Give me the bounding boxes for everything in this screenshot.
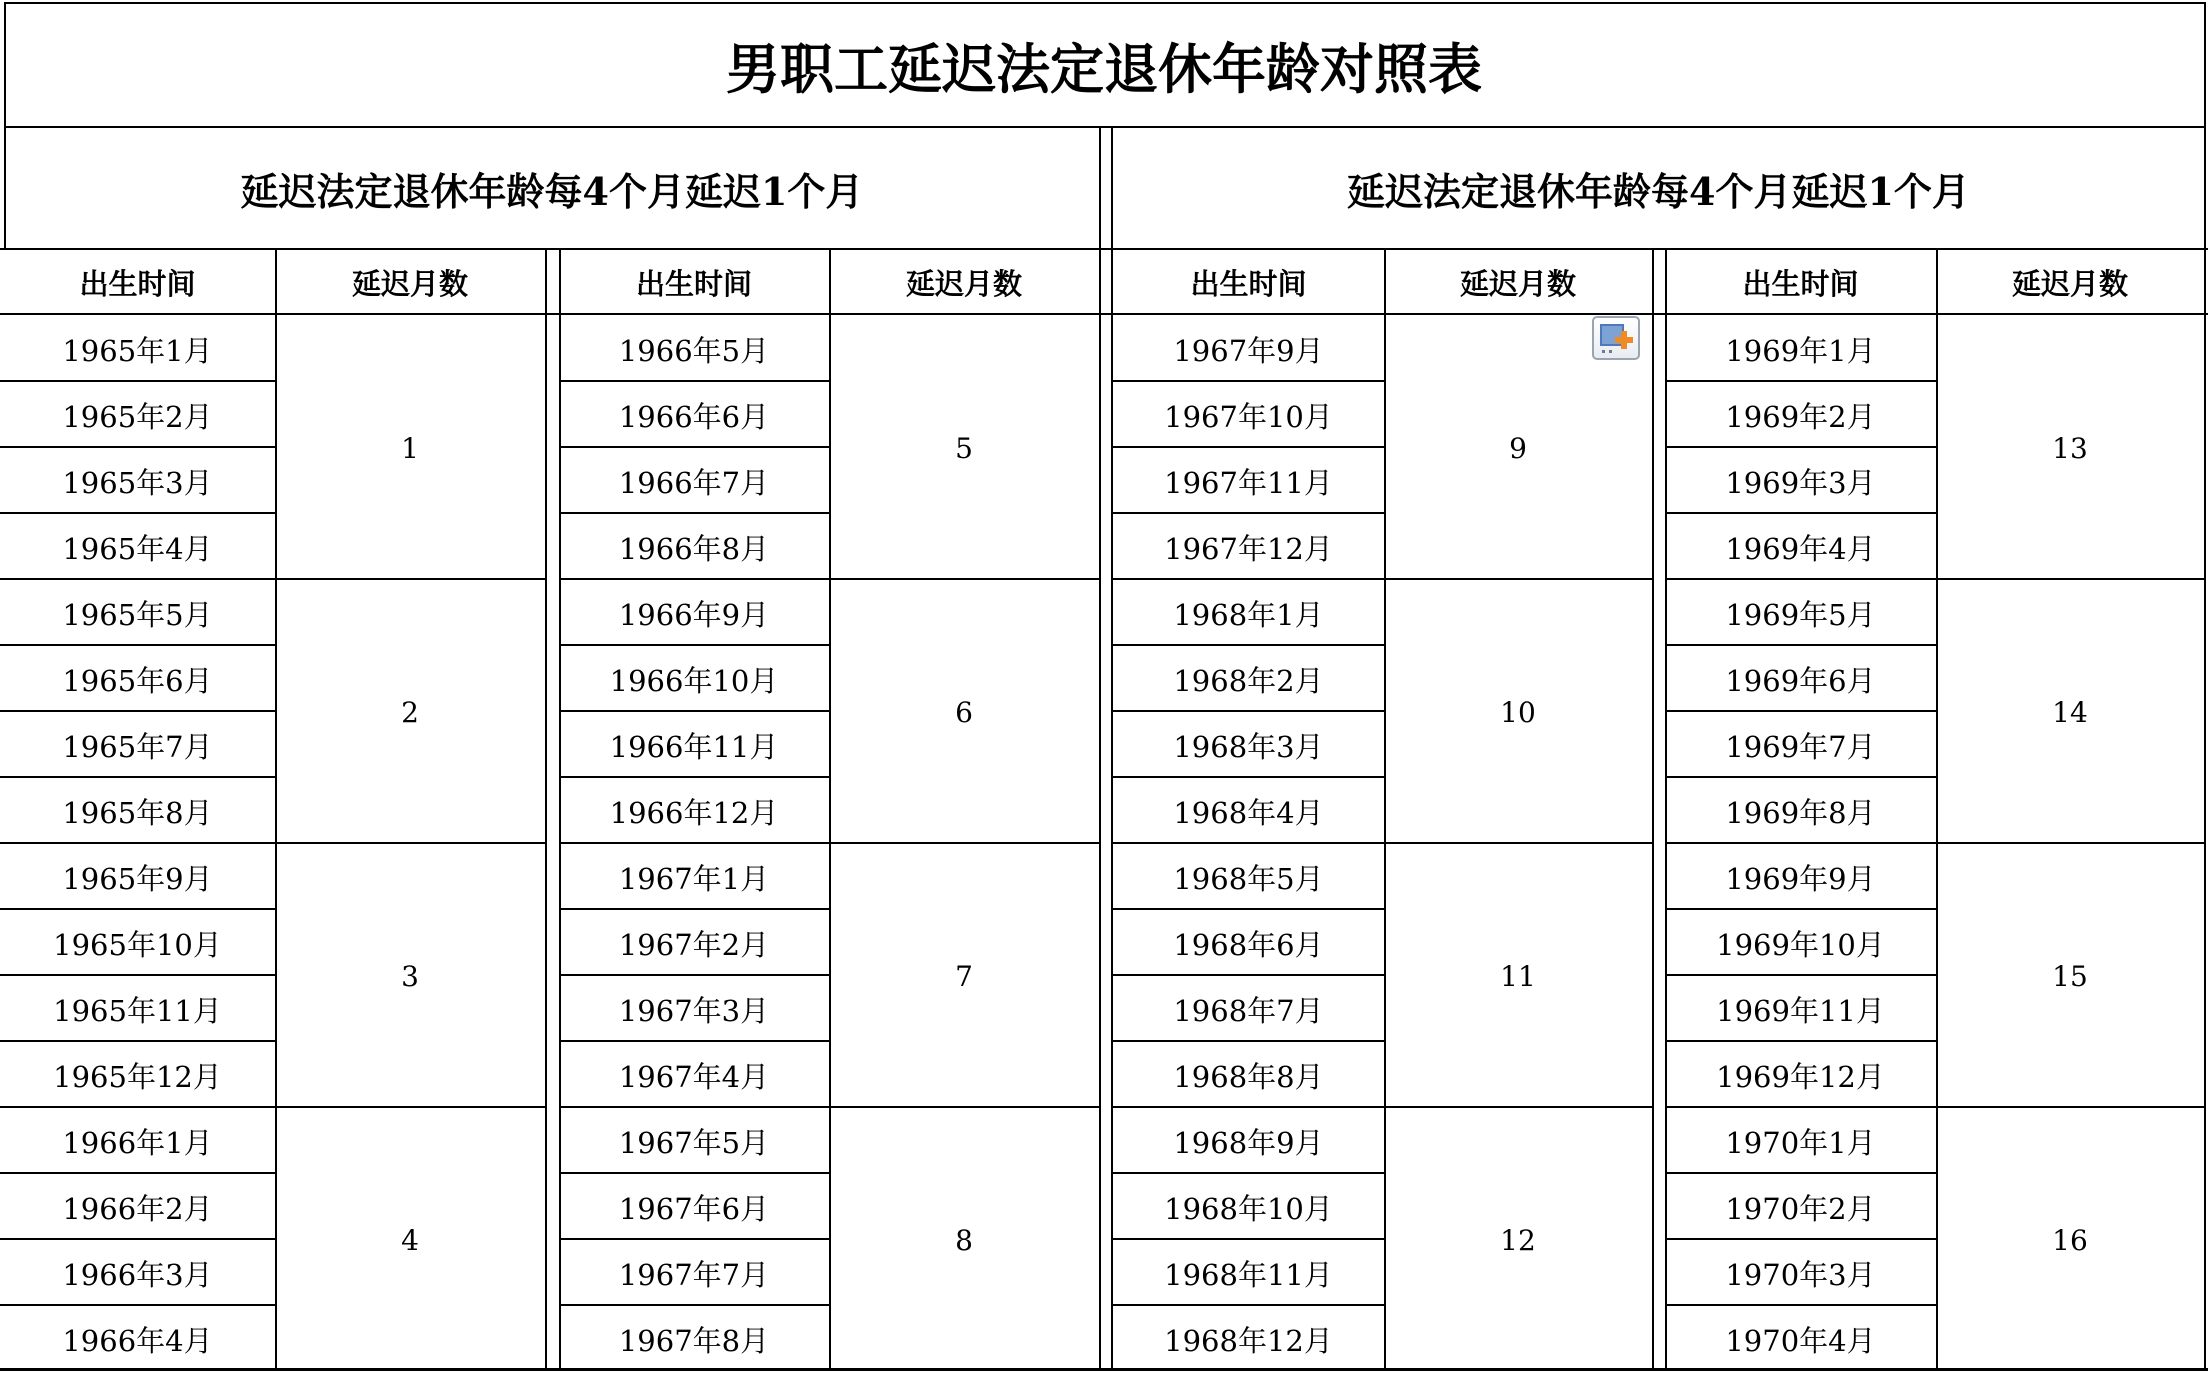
delay-months-cell: 13 [2052, 431, 2088, 465]
birth-date-cell: 1966年12月 [609, 795, 779, 830]
birth-date-cell: 1968年10月 [1164, 1191, 1333, 1226]
birth-date-cell: 1967年8月 [618, 1323, 770, 1358]
birth-date-cell: 1965年9月 [62, 861, 213, 896]
birth-date-cell: 1967年4月 [618, 1059, 770, 1094]
delay-months-cell: 3 [401, 959, 419, 993]
column-header-birth: 出生时间 [1742, 266, 1859, 301]
birth-date-cell: 1966年9月 [618, 597, 770, 632]
birth-date-cell: 1970年4月 [1725, 1323, 1876, 1358]
birth-date-cell: 1966年8月 [618, 531, 770, 566]
birth-date-cell: 1967年10月 [1164, 399, 1333, 434]
birth-date-cell: 1966年7月 [618, 465, 770, 500]
birth-date-cell: 1966年6月 [618, 399, 770, 434]
birth-date-cell: 1968年6月 [1173, 927, 1324, 962]
birth-date-cell: 1966年4月 [62, 1323, 213, 1358]
birth-date-cell: 1968年1月 [1173, 597, 1324, 632]
birth-date-cell: 1965年6月 [62, 663, 213, 698]
column-header-birth: 出生时间 [79, 266, 196, 301]
grid-line [1099, 126, 1101, 1369]
birth-date-cell: 1965年8月 [62, 795, 213, 830]
grid-line [4, 126, 2206, 128]
birth-date-cell: 1967年5月 [618, 1125, 770, 1160]
birth-date-cell: 1967年1月 [618, 861, 770, 896]
birth-date-cell: 1970年1月 [1725, 1125, 1876, 1160]
grid-line [4, 2, 6, 250]
birth-date-cell: 1969年5月 [1725, 597, 1876, 632]
grid-line [0, 248, 2208, 250]
birth-date-cell: 1968年8月 [1173, 1059, 1324, 1094]
birth-date-cell: 1967年6月 [618, 1191, 770, 1226]
birth-date-cell: 1967年9月 [1173, 333, 1324, 368]
grid-line [1652, 248, 1654, 1369]
birth-date-cell: 1965年2月 [62, 399, 213, 434]
birth-date-cell: 1966年11月 [609, 729, 779, 764]
delay-months-cell: 4 [401, 1223, 419, 1257]
delay-months-cell: 2 [401, 695, 419, 729]
delay-months-cell: 6 [955, 695, 973, 729]
column-header-birth: 出生时间 [635, 266, 752, 301]
birth-date-cell: 1969年1月 [1725, 333, 1876, 368]
column-header-delay: 延迟月数 [2011, 266, 2128, 301]
delay-months-cell: 12 [1500, 1223, 1536, 1257]
birth-date-cell: 1969年10月 [1716, 927, 1885, 962]
delay-months-cell: 10 [1500, 695, 1536, 729]
column-header-delay: 延迟月数 [905, 266, 1022, 301]
group-header-right: 延迟法定退休年龄每4个月延迟1个月 [1347, 168, 1970, 214]
birth-date-cell: 1968年3月 [1173, 729, 1324, 764]
birth-date-cell: 1966年3月 [62, 1257, 213, 1292]
birth-date-cell: 1969年7月 [1725, 729, 1876, 764]
birth-date-cell: 1968年11月 [1164, 1257, 1333, 1292]
grid-line [0, 313, 2208, 315]
column-header-birth: 出生时间 [1190, 266, 1307, 301]
birth-date-cell: 1966年1月 [62, 1125, 213, 1160]
delay-months-cell: 7 [955, 959, 973, 993]
birth-date-cell: 1965年1月 [62, 333, 213, 368]
birth-date-cell: 1965年10月 [53, 927, 222, 962]
birth-date-cell: 1968年12月 [1164, 1323, 1333, 1358]
column-header-delay: 延迟月数 [351, 266, 468, 301]
birth-date-cell: 1967年7月 [618, 1257, 770, 1292]
birth-date-cell: 1965年7月 [62, 729, 213, 764]
delay-months-cell: 8 [955, 1223, 973, 1257]
birth-date-cell: 1969年9月 [1725, 861, 1876, 896]
group-header-left: 延迟法定退休年龄每4个月延迟1个月 [240, 168, 864, 214]
birth-date-cell: 1969年3月 [1725, 465, 1876, 500]
birth-date-cell: 1967年2月 [618, 927, 770, 962]
birth-date-cell: 1970年2月 [1725, 1191, 1876, 1226]
delay-months-cell: 1 [401, 431, 419, 465]
birth-date-cell: 1968年5月 [1173, 861, 1324, 896]
delay-months-cell: 16 [2052, 1223, 2088, 1257]
birth-date-cell: 1966年2月 [62, 1191, 213, 1226]
birth-date-cell: 1965年5月 [62, 597, 213, 632]
paste-options-icon[interactable] [1592, 316, 1640, 360]
birth-date-cell: 1968年2月 [1173, 663, 1324, 698]
birth-date-cell: 1965年4月 [62, 531, 213, 566]
grid-line [4, 2, 2206, 4]
grid-line [545, 248, 547, 1369]
grid-line [2204, 2, 2206, 1371]
delay-months-cell: 5 [955, 431, 973, 465]
table-title: 男职工延迟法定退休年龄对照表 [726, 37, 1482, 101]
birth-date-cell: 1967年11月 [1164, 465, 1333, 500]
birth-date-cell: 1968年7月 [1173, 993, 1324, 1028]
delay-months-cell: 9 [1509, 431, 1527, 465]
birth-date-cell: 1969年12月 [1716, 1059, 1885, 1094]
birth-date-cell: 1965年11月 [53, 993, 222, 1028]
birth-date-cell: 1969年11月 [1716, 993, 1885, 1028]
birth-date-cell: 1967年3月 [618, 993, 770, 1028]
birth-date-cell: 1967年12月 [1164, 531, 1333, 566]
birth-date-cell: 1968年4月 [1173, 795, 1324, 830]
delay-months-cell: 14 [2052, 695, 2088, 729]
delay-months-cell: 11 [1500, 959, 1536, 993]
birth-date-cell: 1969年8月 [1725, 795, 1876, 830]
birth-date-cell: 1969年4月 [1725, 531, 1876, 566]
birth-date-cell: 1966年10月 [609, 663, 779, 698]
birth-date-cell: 1969年6月 [1725, 663, 1876, 698]
birth-date-cell: 1966年5月 [618, 333, 770, 368]
column-header-delay: 延迟月数 [1459, 266, 1576, 301]
birth-date-cell: 1968年9月 [1173, 1125, 1324, 1160]
birth-date-cell: 1970年3月 [1725, 1257, 1876, 1292]
birth-date-cell: 1965年12月 [53, 1059, 222, 1094]
birth-date-cell: 1969年2月 [1725, 399, 1876, 434]
delay-months-cell: 15 [2052, 959, 2088, 993]
birth-date-cell: 1965年3月 [62, 465, 213, 500]
